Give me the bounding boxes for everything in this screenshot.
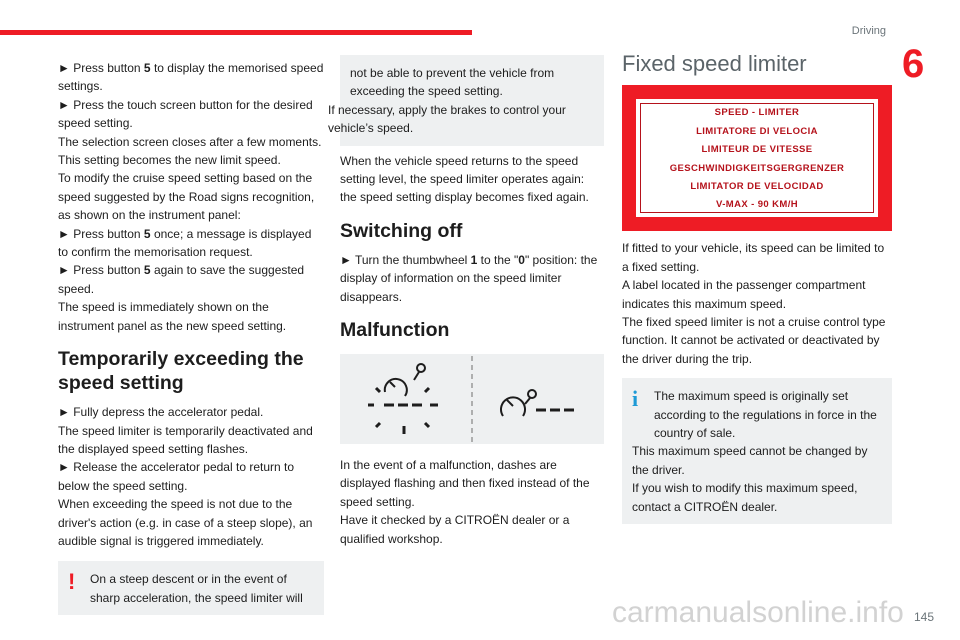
text-segment: Have it checked by a CITROËN dealer or a qualified workshop.	[340, 513, 570, 546]
paragraph	[58, 458, 324, 495]
label-line: LIMITATOR DE VELOCIDAD	[690, 181, 824, 193]
text-segment: once; a message is displayed to confirm the memorisation request.	[58, 226, 312, 260]
text-segment: ► Press button	[58, 61, 144, 75]
paragraph	[58, 422, 324, 459]
paragraph	[340, 456, 604, 511]
button-reference: 0	[518, 252, 525, 267]
text-segment: ► Turn the thumbwheel	[340, 252, 471, 267]
heading-fixed-speed-limiter: Fixed speed limiter	[622, 51, 807, 76]
paragraph	[58, 403, 324, 421]
warning-box-continued	[328, 55, 604, 146]
text-segment: The fixed speed limiter is not a cruise control type function. It cannot be activated or deactivated by the driver during the trip.	[622, 315, 886, 366]
chapter-number: 6	[902, 42, 925, 86]
right-column	[622, 51, 892, 524]
button-reference: 5	[143, 263, 151, 278]
paragraph	[58, 151, 324, 169]
paragraph	[340, 152, 604, 207]
warning-box	[58, 561, 324, 615]
paragraph	[622, 276, 892, 313]
paragraph	[622, 313, 892, 368]
warning-text: not be able to prevent the vehicle from exceeding the speed setting.	[350, 66, 555, 99]
paragraph	[58, 59, 324, 96]
text-segment: This setting becomes the new limit speed.	[58, 153, 281, 168]
malfunction-illustration	[340, 354, 604, 444]
text-segment: ► Fully depress the accelerator pedal.	[58, 405, 264, 420]
heading-temporarily-exceeding: Temporarily exceeding the speed setting	[58, 348, 304, 395]
paragraph	[58, 133, 324, 151]
paragraph-group	[622, 239, 892, 368]
paragraph	[58, 96, 324, 133]
label-line: GESCHWINDIGKEITSGERGRENZER	[669, 162, 845, 174]
section-title: Driving	[851, 25, 886, 37]
text-segment: When exceeding the speed is not due to the driver's action (e.g. in case of a steep slope), an audible signal is triggered immediately.	[58, 497, 313, 548]
speedometer-dashes-icon	[340, 354, 604, 444]
text-segment: to the "	[477, 252, 519, 267]
heading-malfunction: Malfunction	[340, 319, 450, 342]
button-reference: 1	[470, 252, 478, 267]
label-line: V-MAX - 90 KM/H	[715, 199, 798, 211]
text-segment: If fitted to your vehicle, its speed can be limited to a fixed setting.	[622, 241, 885, 274]
paragraph	[340, 511, 604, 548]
paragraph	[58, 225, 324, 262]
chapter-bar	[0, 30, 472, 35]
paragraph	[58, 169, 324, 224]
paragraph	[58, 495, 324, 550]
info-text: If you wish to modify this maximum speed, contact a CITROËN dealer.	[632, 481, 858, 514]
page-number: 145	[914, 610, 935, 624]
paragraph	[340, 251, 604, 306]
speed-limiter-label-image	[622, 85, 892, 231]
info-box	[622, 378, 892, 524]
text-segment: A label located in the passenger compartment indicates this maximum speed.	[622, 278, 866, 311]
paragraph-group	[58, 59, 324, 335]
button-reference: 5	[143, 61, 151, 75]
info-text: This maximum speed cannot be changed by the driver.	[632, 444, 868, 477]
warning-text: If necessary, apply the brakes to control your vehicle’s speed.	[328, 102, 566, 136]
paragraph-group	[340, 251, 604, 306]
paragraph	[622, 239, 892, 276]
warning-icon: !	[68, 569, 76, 595]
text-segment: To modify the cruise speed setting based on the speed suggested by the Road signs recognition, as shown on the instrument panel:	[58, 171, 315, 223]
text-segment: ► Press button	[58, 226, 144, 241]
text-segment: The selection screen closes after a few moments.	[58, 134, 322, 149]
heading-switching-off: Switching off	[340, 219, 463, 242]
label-line: SPEED - LIMITER	[714, 107, 800, 119]
text-segment: The speed limiter is temporarily deactivated and the displayed speed setting flashes.	[58, 423, 313, 456]
info-icon: i	[632, 386, 639, 412]
label-line: LIMITEUR DE VITESSE	[701, 144, 813, 156]
text-segment: ► Press the touch screen button for the desired speed setting.	[58, 97, 313, 131]
text-segment: ► Release the accelerator pedal to return to below the speed setting.	[58, 460, 295, 493]
left-column	[58, 59, 324, 615]
text-segment: ► Press button	[58, 263, 144, 278]
text-segment: When the vehicle speed returns to the speed setting level, the speed limiter operates again: the speed setting display becomes fixed again.	[340, 153, 589, 205]
paragraph	[58, 298, 324, 335]
info-text: The maximum speed is originally set according to the regulations in force in the country of sale.	[654, 389, 877, 441]
text-segment: In the event of a malfunction, dashes are displayed flashing and then fixed instead of the speed setting.	[340, 458, 590, 509]
label-line: LIMITATORE DI VELOCIA	[696, 125, 818, 137]
paragraph-group	[340, 152, 604, 207]
text-segment: to display the memorised speed settings.	[58, 61, 324, 94]
text-segment: " position: the display of information on the speed limiter disappears.	[340, 252, 598, 304]
paragraph-group	[340, 456, 604, 548]
watermark: carmanualsonline.info	[612, 596, 904, 629]
paragraph	[58, 261, 324, 298]
text-segment: The speed is immediately shown on the instrument panel as the new speed setting.	[58, 300, 287, 333]
warning-text: On a steep descent or in the event of sharp acceleration, the speed limiter will	[90, 572, 303, 605]
paragraph-group	[58, 403, 324, 550]
button-reference: 5	[143, 226, 151, 241]
middle-column	[328, 55, 604, 548]
text-segment: again to save the suggested speed.	[58, 263, 305, 296]
